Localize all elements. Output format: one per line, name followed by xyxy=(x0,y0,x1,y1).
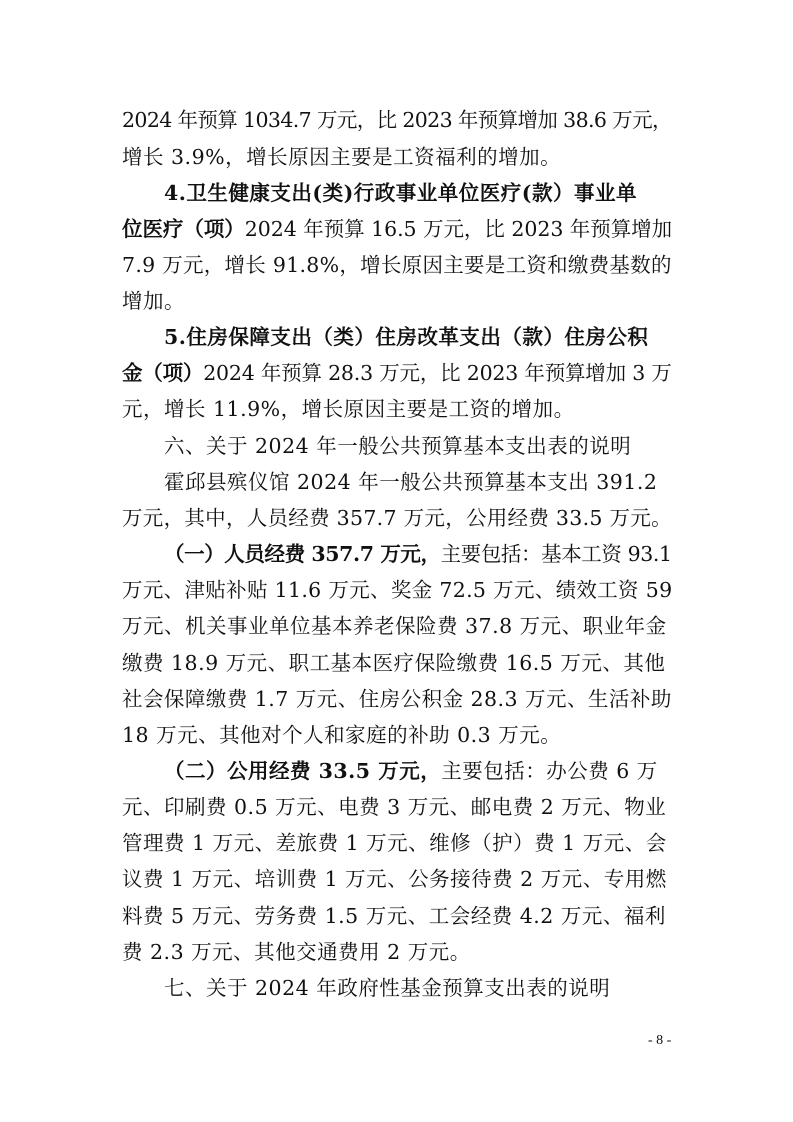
text-line-12: 万元，其中，人员经费 357.7 万元，公用经费 33.5 万元。 xyxy=(122,506,672,530)
subheading-personnel-expenses: （一）人员经费 357.7 万元，主要包括：基本工资 93.1 xyxy=(164,542,672,566)
text-line-9: 元，增长 11.9%，增长原因主要是工资的增加。 xyxy=(122,397,575,421)
text-line-20: 元、印刷费 0.5 万元、电费 3 万元、邮电费 2 万元、物业 xyxy=(122,795,667,819)
heading-health-expenditure: 4.卫生健康支出(类)行政事业单位医疗(款）事业单 xyxy=(164,181,637,205)
section-heading-seven: 七、关于 2024 年政府性基金预算支出表的说明 xyxy=(164,976,611,1000)
text-line-14: 万元、津贴补贴 11.6 万元、奖金 72.5 万元、绩效工资 59 xyxy=(122,578,673,602)
text-line-15: 万元、机关事业单位基本养老保险费 37.8 万元、职业年金 xyxy=(122,614,667,638)
text-line-16: 缴费 18.9 万元、职工基本医疗保险缴费 16.5 万元、其他 xyxy=(122,651,666,675)
text-line-2: 增长 3.9%，增长原因主要是工资福利的增加。 xyxy=(122,145,562,169)
text-line-1: 2024 年预算 1034.7 万元，比 2023 年预算增加 38.6 万元， xyxy=(122,108,672,132)
text-line-6: 增加。 xyxy=(122,289,185,313)
page-number: - 8 - xyxy=(648,1033,672,1048)
text-line-18: 18 万元、其他对个人和家庭的补助 0.3 万元。 xyxy=(122,723,562,747)
text-line-23: 料费 5 万元、劳务费 1.5 万元、工会经费 4.2 万元、福利 xyxy=(122,904,666,928)
text-line-24: 费 2.3 万元、其他交通费用 2 万元。 xyxy=(122,940,471,964)
section-heading-six: 六、关于 2024 年一般公共预算基本支出表的说明 xyxy=(164,434,632,458)
text-line-4: 位医疗（项）2024 年预算 16.5 万元，比 2023 年预算增加 xyxy=(122,217,673,241)
text-line-11: 霍邱县殡仪馆 2024 年一般公共预算基本支出 391.2 xyxy=(164,470,658,494)
text-line-5: 7.9 万元，增长 91.8%，增长原因主要是工资和缴费基数的 xyxy=(122,253,672,277)
text-line-8: 金（项）2024 年预算 28.3 万元，比 2023 年预算增加 3 万 xyxy=(122,361,672,385)
text-line-21: 管理费 1 万元、差旅费 1 万元、维修（护）费 1 万元、会 xyxy=(122,831,667,855)
heading-housing-expenditure: 5.住房保障支出（类）住房改革支出（款）住房公积 xyxy=(164,325,649,349)
text-line-22: 议费 1 万元、培训费 1 万元、公务接待费 2 万元、专用燃 xyxy=(122,867,667,891)
text-line-17: 社会保障缴费 1.7 万元、住房公积金 28.3 万元、生活补助 xyxy=(122,687,672,711)
subheading-public-expenses: （二）公用经费 33.5 万元，主要包括：办公费 6 万 xyxy=(164,759,658,783)
